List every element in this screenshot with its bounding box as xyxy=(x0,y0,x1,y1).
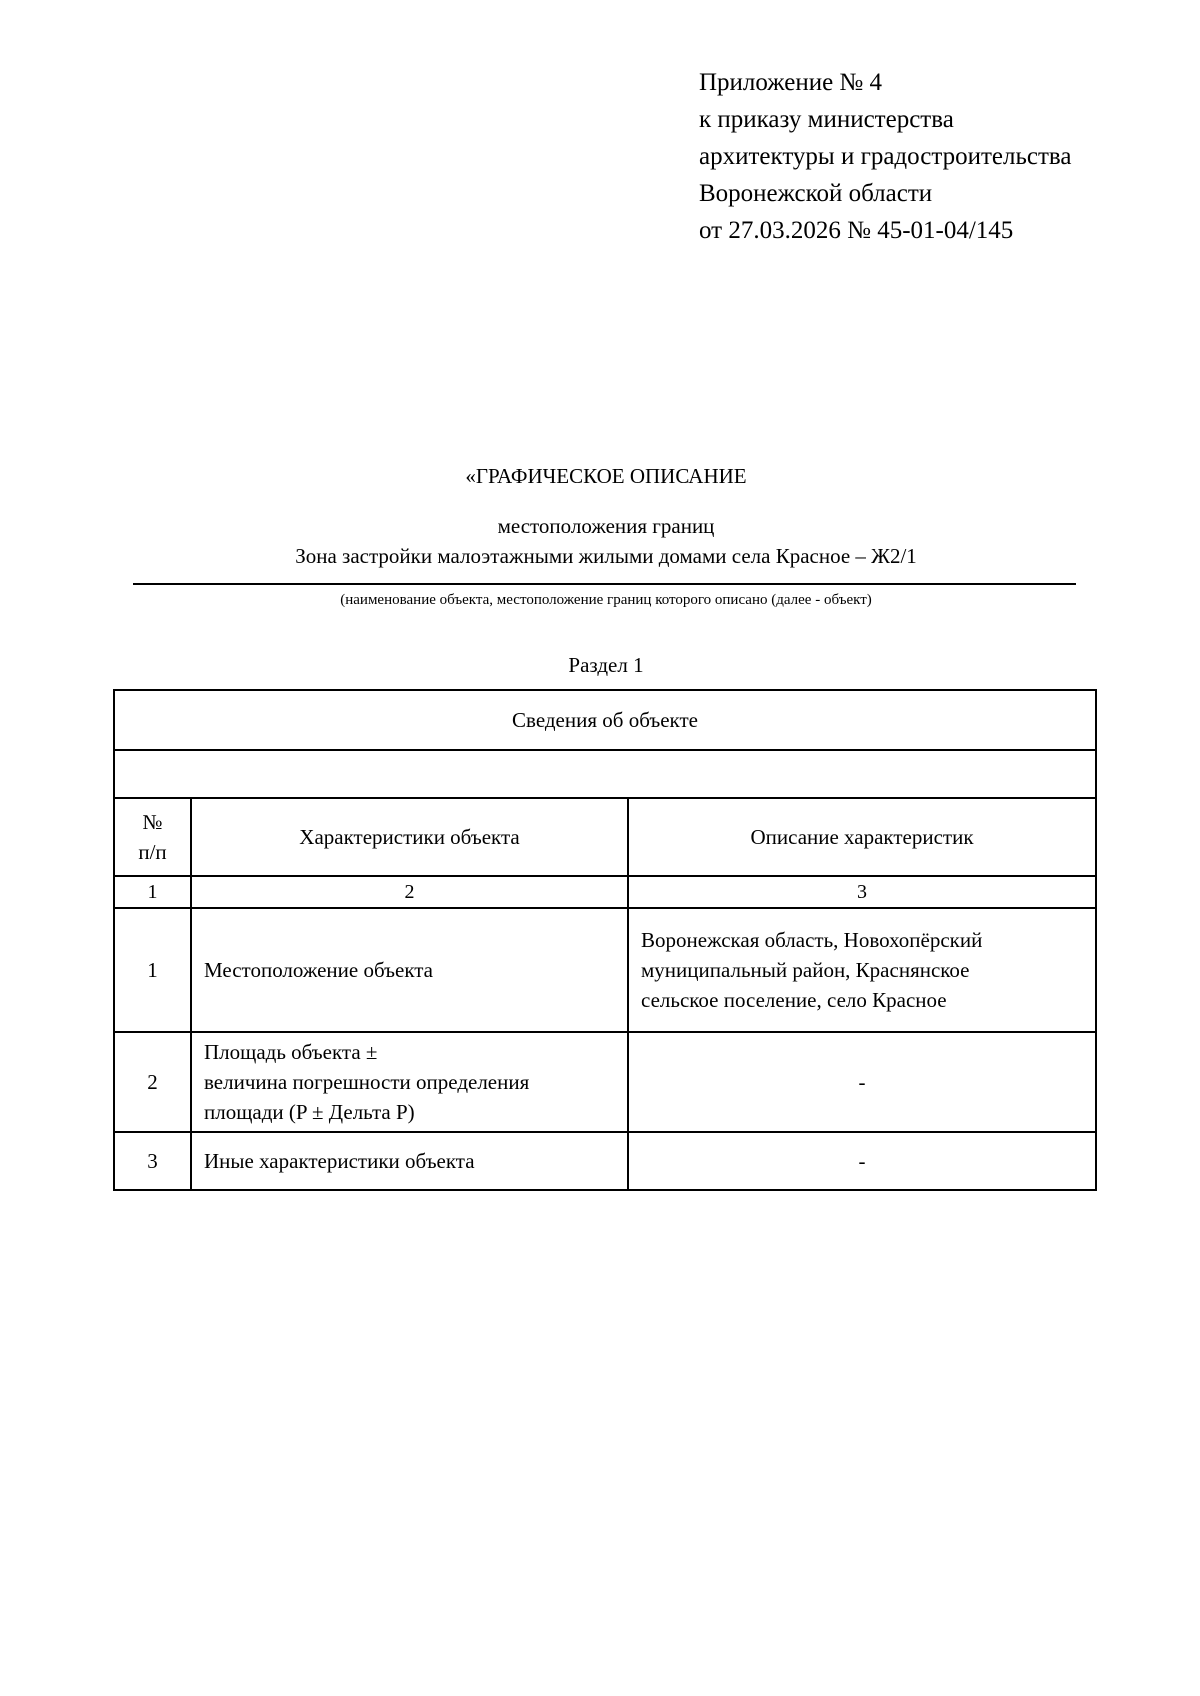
table-row xyxy=(114,908,1096,1032)
column-header-number-line: п/п xyxy=(138,840,167,864)
object-name-hint: (наименование объекта, местоположение границ которого описано (далее - объект) xyxy=(340,592,872,608)
appendix-line: Приложение № 4 xyxy=(699,69,883,96)
table-column-header-row xyxy=(114,798,1096,876)
row-description xyxy=(628,908,1096,1032)
row-characteristic: Иные характеристики объекта xyxy=(191,1132,628,1190)
row-description-line: сельское поселение, село Красное xyxy=(641,988,947,1012)
row-characteristic-line: площади (P ± Дельта P) xyxy=(204,1100,415,1124)
subtitle-line: местоположения границ xyxy=(497,514,715,538)
empty-cell xyxy=(114,750,1096,798)
column-number: 3 xyxy=(628,876,1096,908)
table-row xyxy=(114,1032,1096,1132)
table-column-number-row xyxy=(114,876,1096,908)
column-header-number-line: № xyxy=(142,810,163,834)
row-characteristic xyxy=(191,1032,628,1132)
row-description-line: муниципальный район, Краснянское xyxy=(641,958,970,982)
column-header-number xyxy=(114,798,191,876)
column-number: 1 xyxy=(114,876,191,908)
table-header-row xyxy=(114,690,1096,750)
table-header: Сведения об объекте xyxy=(114,690,1096,750)
table-empty-row xyxy=(114,750,1096,798)
appendix-line: от 27.03.2026 № 45-01-04/145 xyxy=(699,217,1014,244)
column-header-description: Описание характеристик xyxy=(628,798,1096,876)
row-description: - xyxy=(628,1032,1096,1132)
appendix-line: архитектуры и градостроительства xyxy=(699,143,1072,170)
row-description: - xyxy=(628,1132,1096,1190)
appendix-line: Воронежской области xyxy=(699,180,933,207)
section-heading: Раздел 1 xyxy=(568,653,644,677)
row-characteristic-line: Площадь объекта ± xyxy=(204,1040,378,1064)
table-row xyxy=(114,1132,1096,1190)
underline-divider xyxy=(133,583,1076,585)
row-characteristic-line: величина погрешности определения xyxy=(204,1070,530,1094)
appendix-line: к приказу министерства xyxy=(699,106,954,133)
document-title: «ГРАФИЧЕСКОЕ ОПИСАНИЕ xyxy=(465,464,747,488)
column-header-characteristics: Характеристики объекта xyxy=(191,798,628,876)
object-subtitle xyxy=(0,511,1200,571)
row-number: 2 xyxy=(114,1032,191,1132)
object-info-table xyxy=(113,689,1097,1191)
row-description-line: Воронежская область, Новохопёрский xyxy=(641,928,983,952)
appendix-block xyxy=(699,64,1071,249)
row-number: 1 xyxy=(114,908,191,1032)
row-number: 3 xyxy=(114,1132,191,1190)
object-name: Зона застройки малоэтажными жилыми домами села Красное – Ж2/1 xyxy=(295,544,917,568)
column-number: 2 xyxy=(191,876,628,908)
row-characteristic: Местоположение объекта xyxy=(191,908,628,1032)
